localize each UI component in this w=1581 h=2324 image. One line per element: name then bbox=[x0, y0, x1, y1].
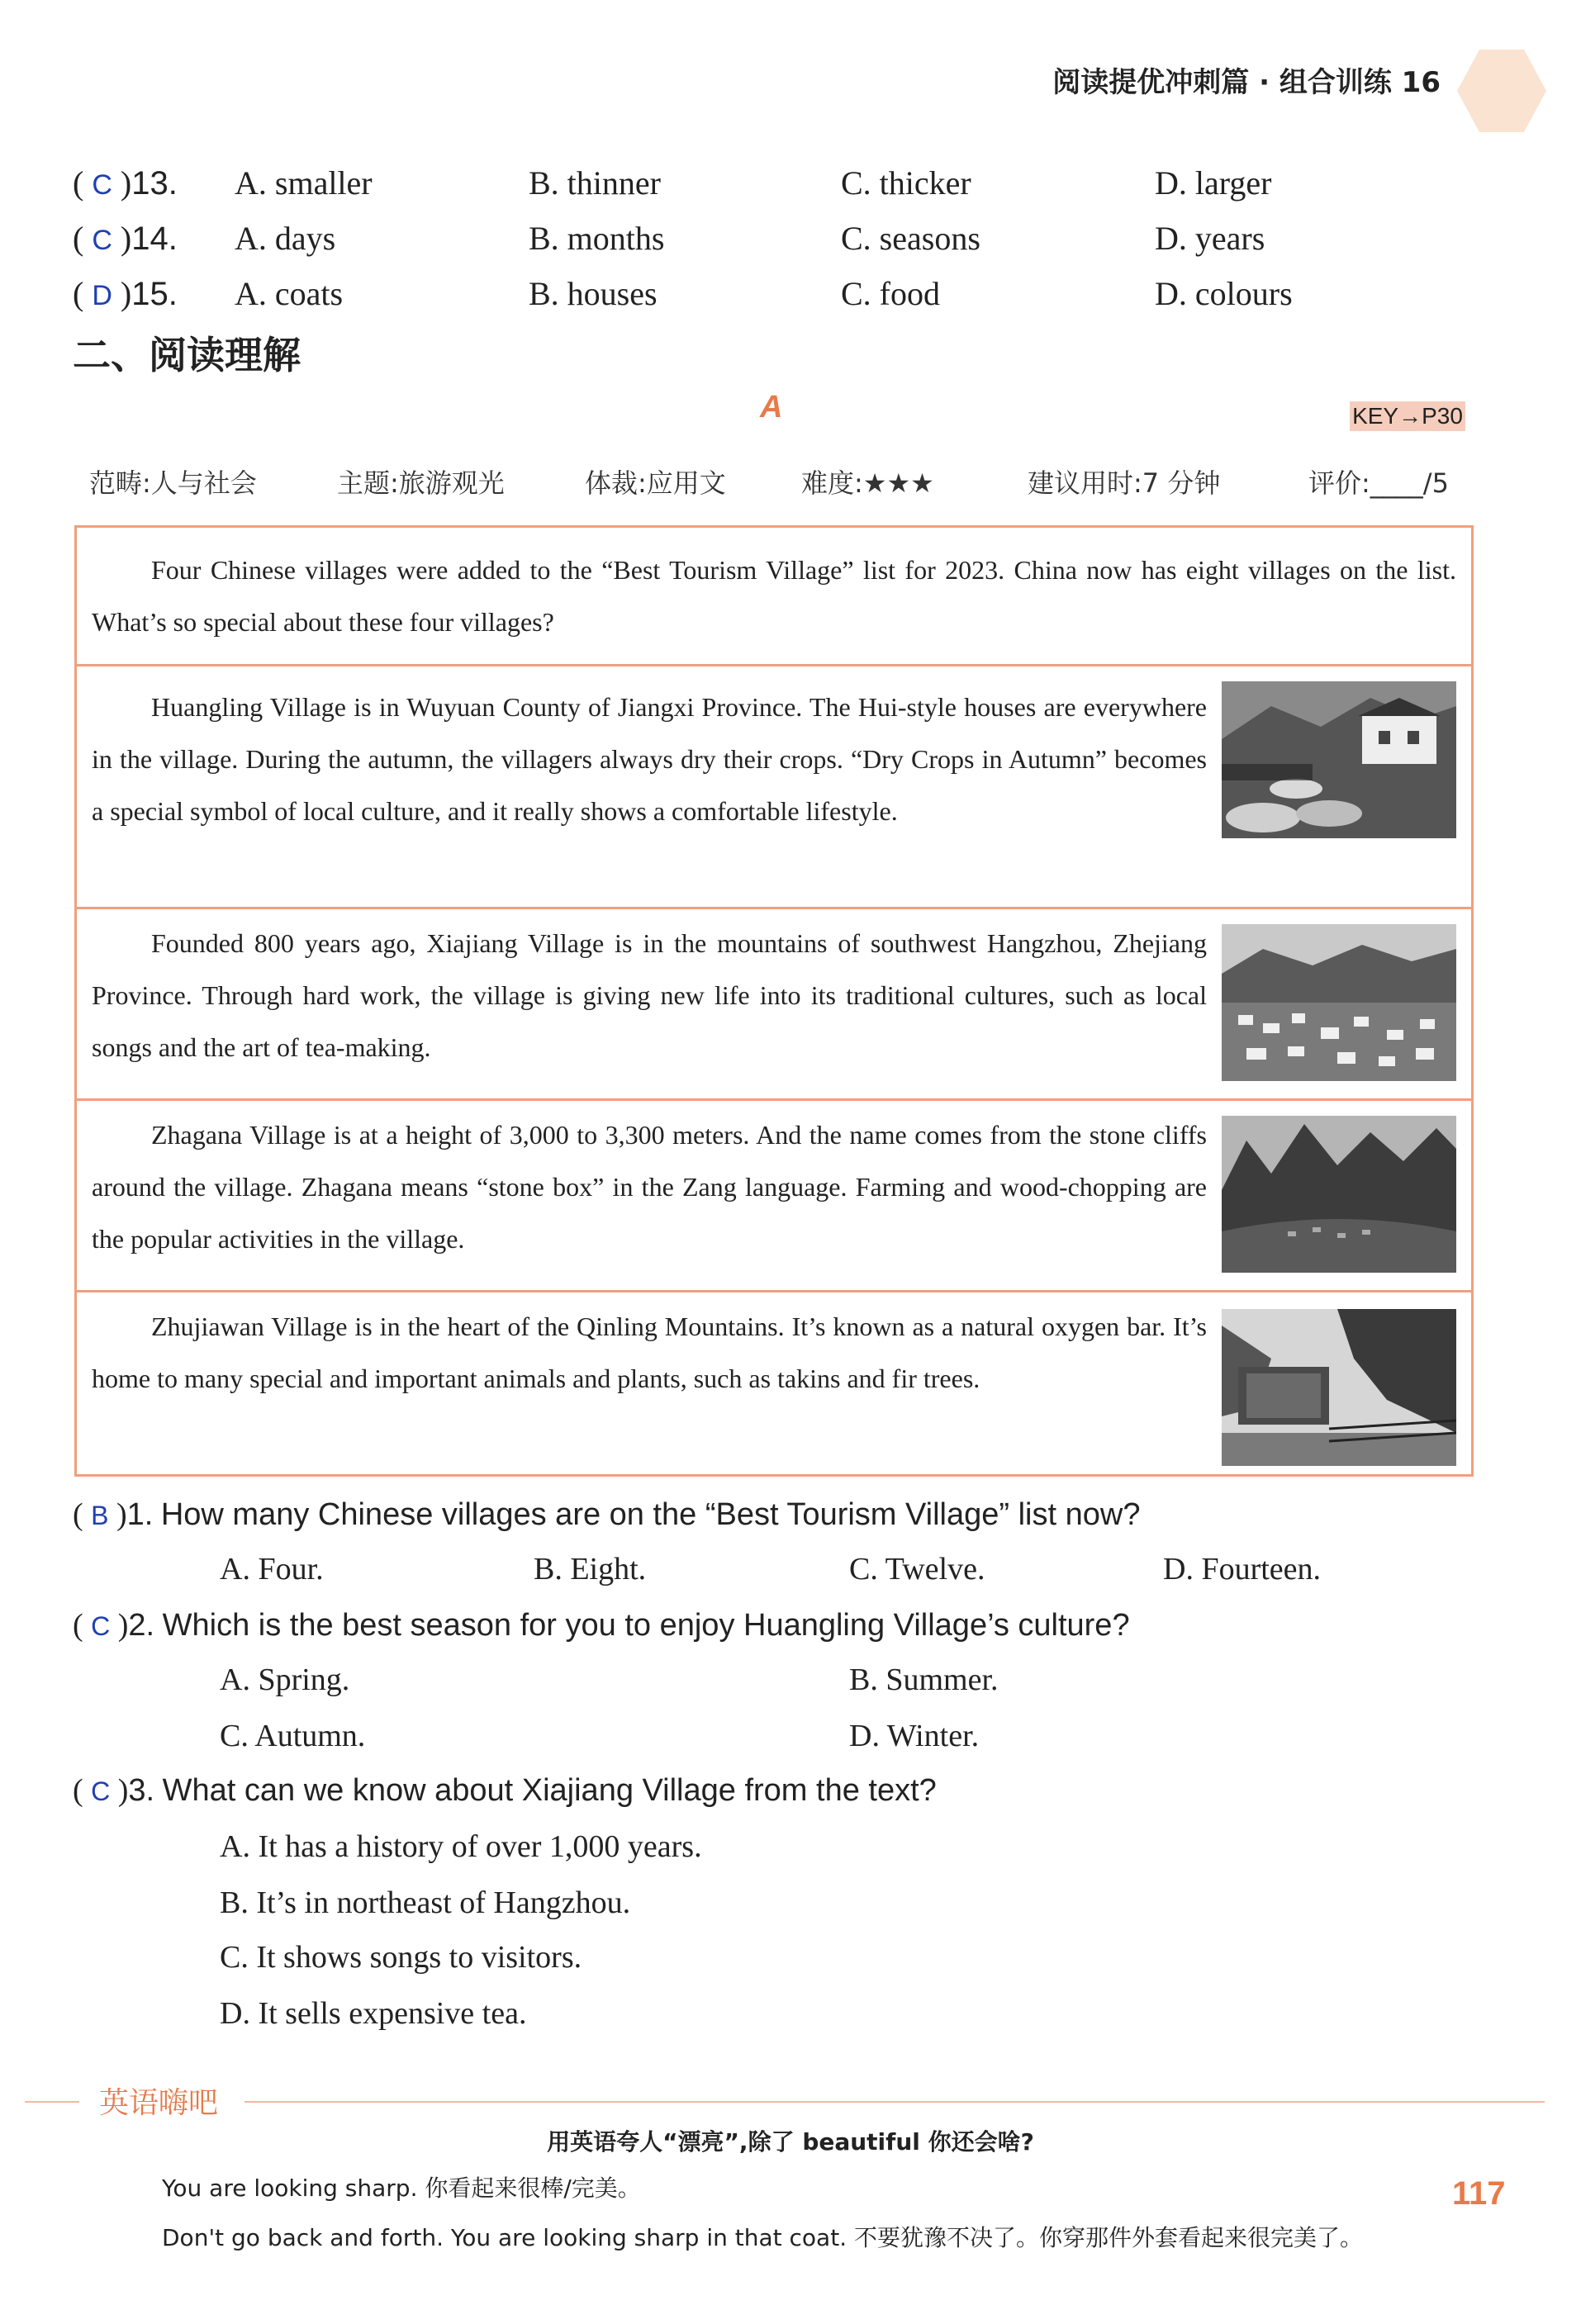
answer-mark: C bbox=[92, 225, 112, 256]
option-c: C. seasons bbox=[841, 220, 980, 257]
passage-zhagana-panel bbox=[77, 1101, 1471, 1292]
passage-intro-panel bbox=[77, 528, 1471, 666]
passage-letter: A bbox=[760, 390, 783, 424]
question-number: 2. bbox=[128, 1608, 155, 1643]
q3-option-b: B. It’s in northeast of Hangzhou. bbox=[220, 1885, 631, 1920]
answer-mark: D bbox=[92, 280, 112, 311]
footer-divider-right bbox=[245, 2101, 1545, 2103]
answer-key-tag: KEY→P30 bbox=[1350, 401, 1465, 431]
q3-option-c: C. It shows songs to visitors. bbox=[220, 1940, 582, 1975]
option-b: B. months bbox=[529, 220, 665, 257]
passage-xiajiang-text: Founded 800 years ago, Xiajiang Village is in the mountains of southwest Hangzhou, Zhejiang Province. Through hard work, the village is giving new life into its traditional cultures, such as local songs and the art of tea-making. bbox=[92, 928, 1207, 1062]
header-hexagon-decoration bbox=[1457, 50, 1546, 132]
question-2: ( C )2. Which is the best season for you to enjoy Huangling Village’s culture? bbox=[73, 1608, 1130, 1643]
huangling-village-photo bbox=[1222, 681, 1456, 838]
option-a: A. smaller bbox=[235, 164, 373, 202]
section-title: 二、阅读理解 bbox=[73, 333, 301, 377]
q1-option-b: B. Eight. bbox=[534, 1552, 647, 1586]
question-number: 1. bbox=[126, 1497, 154, 1532]
footer-heading: 用英语夸人“漂亮”,除了 beautiful 你还会啥? bbox=[547, 2128, 1034, 2156]
passage-box bbox=[74, 525, 1474, 1477]
option-b: B. houses bbox=[529, 275, 658, 312]
answer-mark: C bbox=[92, 169, 112, 201]
option-c: C. food bbox=[841, 275, 940, 312]
q3-option-a: A. It has a history of over 1,000 years. bbox=[220, 1829, 702, 1864]
q2-option-a: A. Spring. bbox=[220, 1662, 350, 1697]
answer-mark: C bbox=[91, 1611, 111, 1641]
q1-option-d: D. Fourteen. bbox=[1163, 1552, 1322, 1586]
q2-option-b: B. Summer. bbox=[849, 1662, 999, 1697]
passage-zhujiawan-text: Zhujiawan Village is in the heart of the Qinling Mountains. It’s known as a natural oxygen bar. It’s home to many special and important animals and plants, such as takins and fir trees. bbox=[92, 1311, 1207, 1393]
q2-option-c: C. Autumn. bbox=[220, 1719, 366, 1753]
question-stem: What can we know about Xiajiang Village from the text? bbox=[162, 1773, 937, 1808]
question-number: 15. bbox=[131, 276, 178, 312]
footer-example-2: Don't go back and forth. You are looking sharp in that coat. 不要犹豫不决了。你穿那件外套看起来很完美了。 bbox=[162, 2224, 1363, 2251]
meta-suggested-time: 建议用时:7 分钟 bbox=[1028, 467, 1221, 499]
footer-tag: 英语嗨吧 bbox=[99, 2086, 219, 2120]
answer-mark: B bbox=[91, 1501, 109, 1530]
meta-genre: 体裁:应用文 bbox=[585, 467, 726, 499]
passage-intro-text: Four Chinese villages were added to the “Best Tourism Village” list for 2023. China now has eight villages on the list. What’s so special about these four villages? bbox=[92, 555, 1456, 637]
passage-xiajiang-panel bbox=[77, 909, 1471, 1101]
passage-huangling-panel bbox=[77, 666, 1471, 909]
page-number: 117 bbox=[1452, 2175, 1506, 2212]
option-a: A. days bbox=[235, 220, 336, 257]
q2-option-d: D. Winter. bbox=[849, 1719, 980, 1753]
question-number: 14. bbox=[131, 221, 178, 257]
meta-category: 范畴:人与社会 bbox=[89, 467, 257, 499]
option-a: A. coats bbox=[235, 275, 344, 312]
footer-divider-left bbox=[25, 2101, 79, 2103]
option-b: B. thinner bbox=[529, 164, 661, 202]
option-d: D. larger bbox=[1155, 164, 1272, 202]
question-3: ( C )3. What can we know about Xiajiang Village from the text? bbox=[73, 1773, 937, 1808]
question-number: 3. bbox=[128, 1773, 155, 1808]
passage-zhagana-text: Zhagana Village is at a height of 3,000 to 3,300 meters. And the name comes from the stone cliffs around the village. Zhagana means “stone box” in the Zang language. Farming and wood-chopping are the popular activities in the village. bbox=[92, 1120, 1207, 1254]
cloze-row-15: ( D )15. A. coats B. houses C. food D. colours bbox=[73, 275, 1293, 312]
meta-rating: 评价:____/5 bbox=[1308, 467, 1449, 499]
q3-option-d: D. It sells expensive tea. bbox=[220, 1996, 527, 2031]
cloze-row-13: ( C )13. A. smaller B. thinner C. thicker D. larger bbox=[73, 164, 1272, 202]
q1-option-c: C. Twelve. bbox=[849, 1552, 985, 1586]
answer-mark: C bbox=[91, 1776, 111, 1806]
xiajiang-village-photo bbox=[1222, 924, 1456, 1081]
option-c: C. thicker bbox=[841, 164, 971, 202]
passage-zhujiawan-panel bbox=[77, 1292, 1471, 1479]
option-d: D. colours bbox=[1155, 275, 1293, 312]
page-header-title: 阅读提优冲刺篇 · 组合训练 16 bbox=[1052, 66, 1441, 99]
zhagana-village-photo bbox=[1222, 1116, 1456, 1273]
question-stem: Which is the best season for you to enjoy Huangling Village’s culture? bbox=[162, 1608, 1130, 1643]
meta-theme: 主题:旅游观光 bbox=[337, 467, 505, 499]
cloze-row-14: ( C )14. A. days B. months C. seasons D. years bbox=[73, 220, 1265, 257]
q1-option-a: A. Four. bbox=[220, 1552, 324, 1586]
passage-huangling-text: Huangling Village is in Wuyuan County of Jiangxi Province. The Hui-style houses are everywhere in the village. During the autumn, the villagers always dry their crops. “Dry Crops in Autumn” becomes a special symbol of local culture, and it really shows a comfortable lifestyle. bbox=[92, 692, 1207, 826]
zhujiawan-village-photo bbox=[1222, 1309, 1456, 1466]
question-1: ( B )1. How many Chinese villages are on the “Best Tourism Village” list now? bbox=[73, 1497, 1141, 1532]
meta-difficulty: 难度:★★★ bbox=[801, 467, 934, 499]
option-d: D. years bbox=[1155, 220, 1265, 257]
question-number: 13. bbox=[131, 165, 178, 202]
question-stem: How many Chinese villages are on the “Best Tourism Village” list now? bbox=[160, 1497, 1141, 1532]
footer-example-1: You are looking sharp. 你看起来很棒/完美。 bbox=[162, 2175, 641, 2202]
